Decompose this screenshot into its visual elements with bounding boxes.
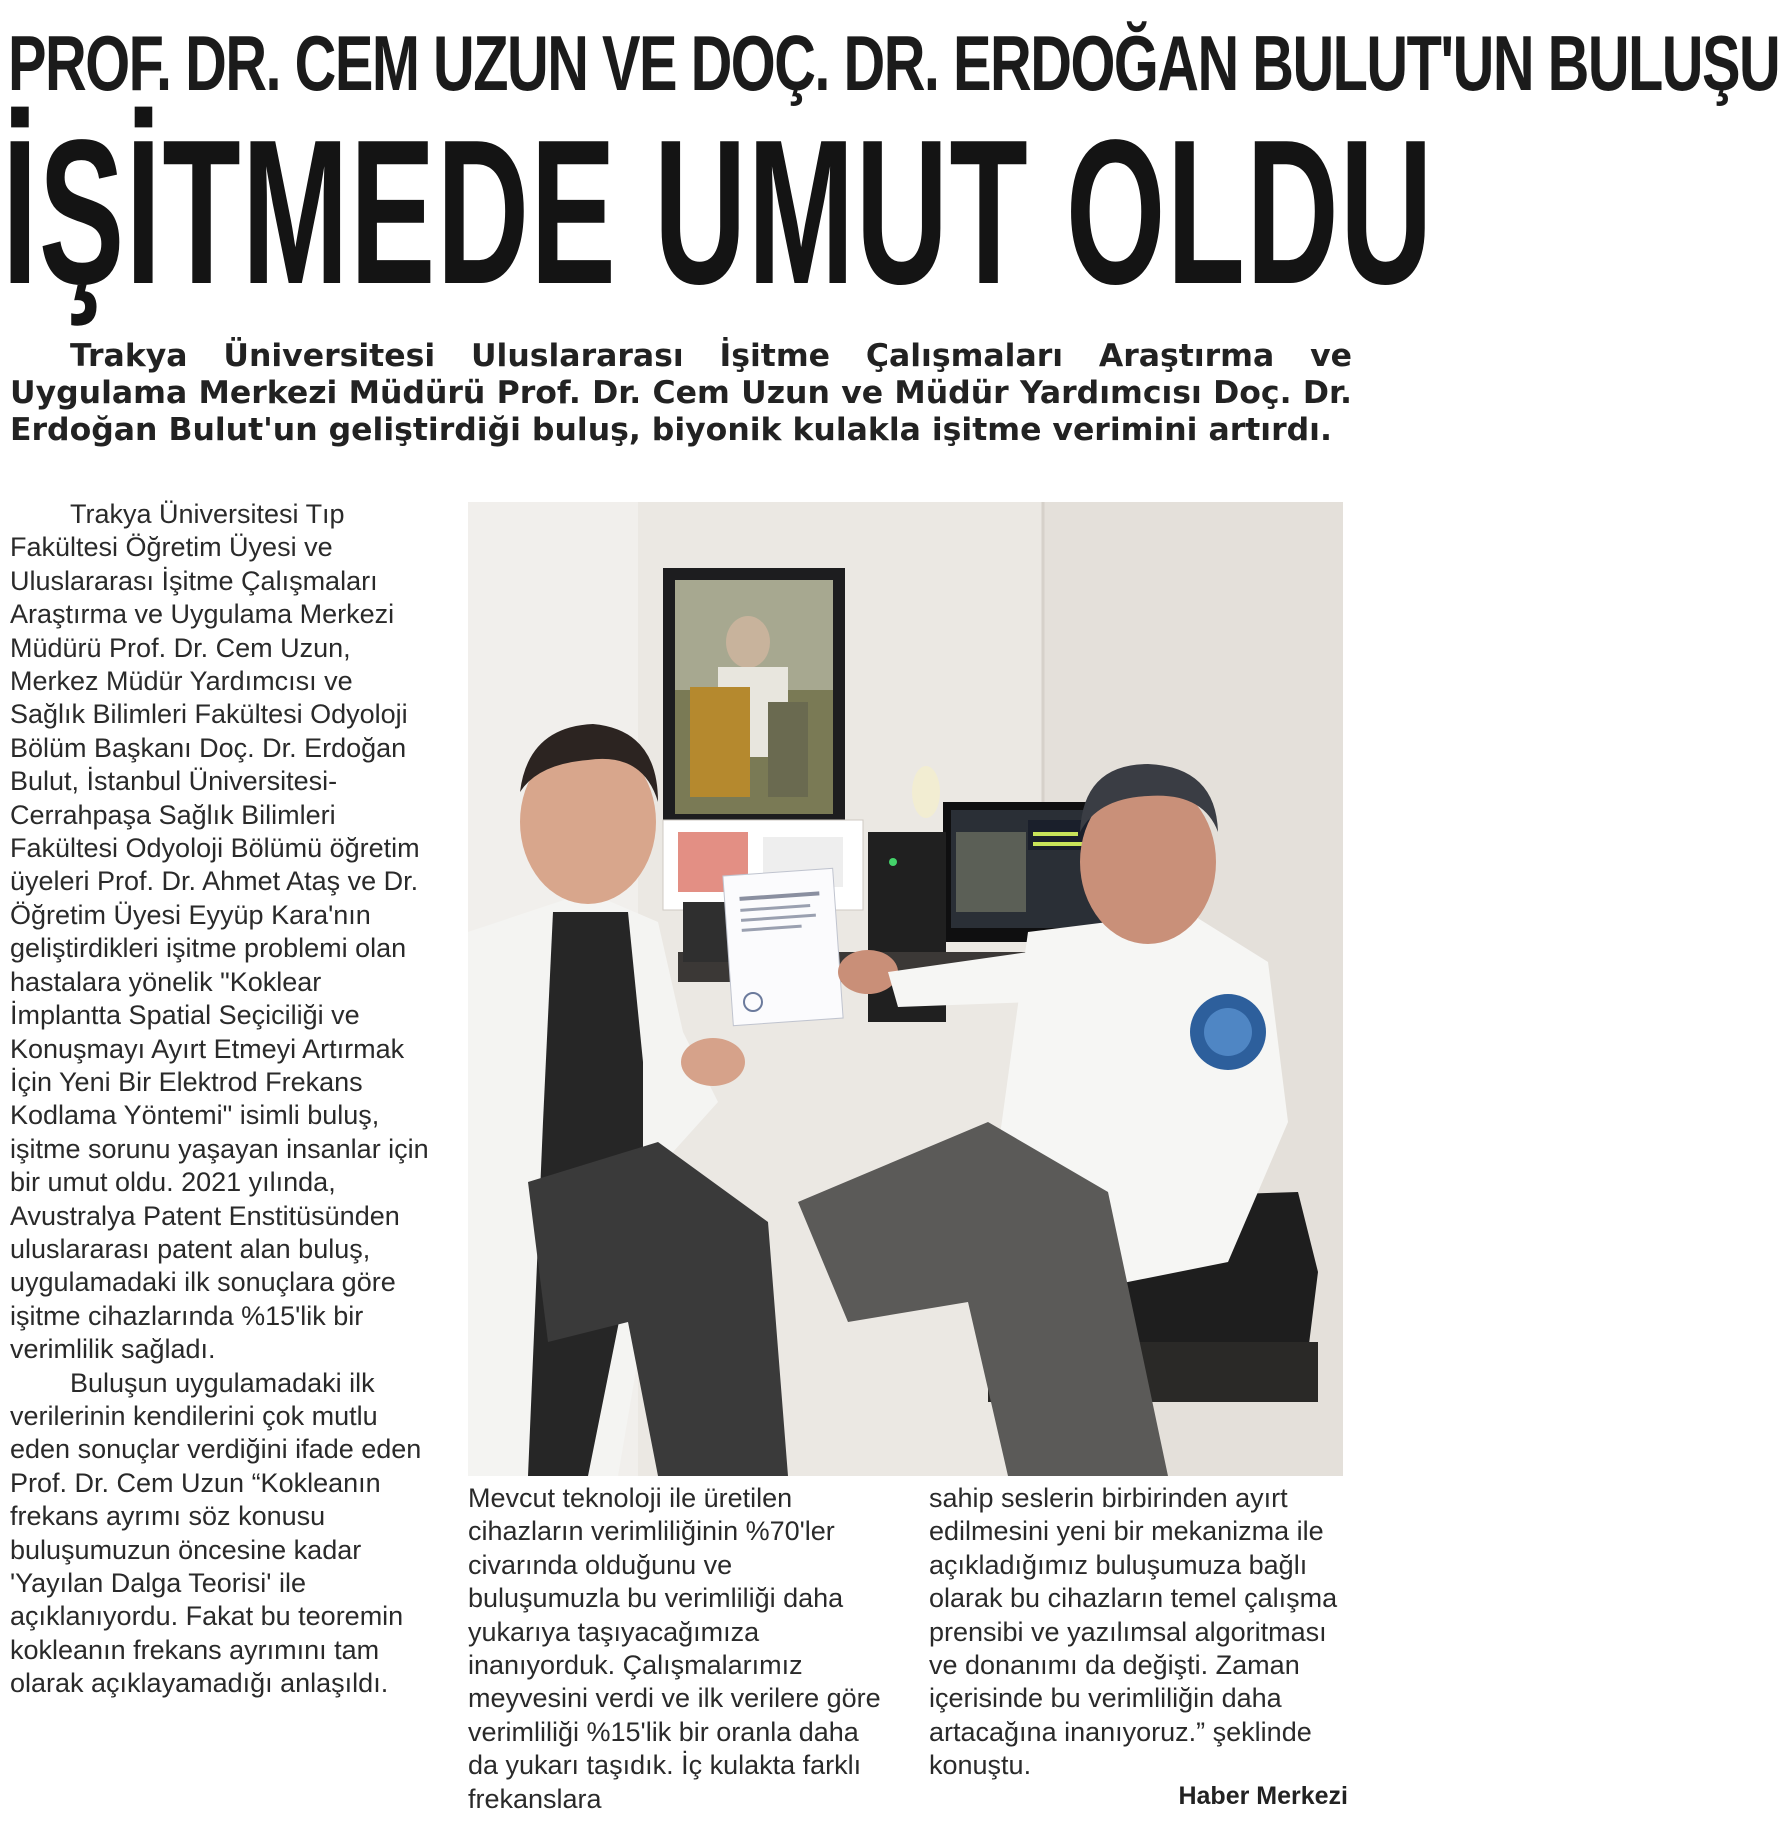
article-photo <box>468 502 1343 1476</box>
framed-portrait <box>663 568 845 826</box>
article-lead: Trakya Üniversitesi Uluslararası İşitme Çalışmaları Araştırma ve Uygulama Merkezi Müdürü Prof. Dr. Cem Uzun ve Müdür Yardımcısı Doç. Dr. Erdoğan Bulut'un geliştirdiği buluş, biyonik kulakla işitme verimini artırdı. <box>10 338 1352 448</box>
article-byline: Haber Merkezi <box>1178 1782 1348 1810</box>
body-column-left <box>10 498 430 1701</box>
body-paragraph: Trakya Üniversitesi Tıp Fakültesi Öğretim Üyesi ve Uluslararası İşitme Çalışmaları Araştırma ve Uygulama Merkezi Müdürü Prof. Dr. Cem Uzun, Merkez Müdür Yardımcısı ve Sağlık Bilimleri Fakültesi Odyoloji Bölüm Başkanı Doç. Dr. Erdoğan Bulut, İstanbul Üniversitesi-Cerrahpaşa Sağlık Bilimleri Fakültesi Odyoloji Bölümü öğretim üyeleri Prof. Dr. Ahmet Ataş ve Dr. Öğretim Üyesi Eyyüp Kara'nın geliştirdikleri işitme problemi olan hastalara yönelik "Koklear İmplantta Spatial Seçiciliği ve Konuşmayı Ayırt Etmeyi Artırmak İçin Yeni Bir Elektrod Frekans Kodlama Yöntemi" isimli buluş, işitme sorunu yaşayan insanlar için bir umut oldu. 2021 yılında, Avustralya Patent Enstitüsünden uluslararası patent alan buluş, uygulamadaki ilk sonuçlara göre işitme cihazlarında %15'lik bir verimlilik sağladı. <box>10 499 429 1365</box>
body-paragraph: Mevcut teknoloji ile üretilen cihazların verimliliğinin %70'ler civarında olduğunu ve buluşumuzla bu verimliliği daha yukarıya taşıyacağımıza inanıyorduk. Çalışmalarımız meyvesini verdi ve ilk verilere göre verimliliği %15'lik bir oranla daha da yukarı taşıdık. İç kulakta farklı frekanslara <box>468 1483 881 1814</box>
body-paragraph: Buluşun uygulamadaki ilk verilerinin kendilerini çok mutlu eden sonuçlar verdiğini ifade eden Prof. Dr. Cem Uzun “Kokleanın frekans ayrımı söz konusu buluşumuzun öncesine kadar 'Yayılan Dalga Teorisi' ile açıklanıyordu. Fakat bu teoremin kokleanın frekans ayrımını tam olarak açıklayamadığı anlaşıldı. <box>10 1367 422 1699</box>
body-column-middle <box>468 1482 888 1816</box>
article-headline: İŞİTMEDE UMUT OLDU <box>2 97 1434 327</box>
body-column-right <box>929 1482 1359 1783</box>
article-kicker: PROF. DR. CEM UZUN VE DOÇ. DR. ERDOĞAN BULUT'UN BULUŞU <box>8 19 1779 107</box>
patent-certificate <box>723 868 843 1025</box>
body-paragraph: sahip seslerin birbirinden ayırt edilmesini yeni bir mekanizma ile açıkladığımız buluşumuza bağlı olarak bu cihazların temel çalışma prensibi ve yazılımsal algoritması ve donanımı da değişti. Zaman içerisinde bu verimliliğin daha artacağına inanıyoruz.” şeklinde konuştu. <box>929 1483 1338 1781</box>
